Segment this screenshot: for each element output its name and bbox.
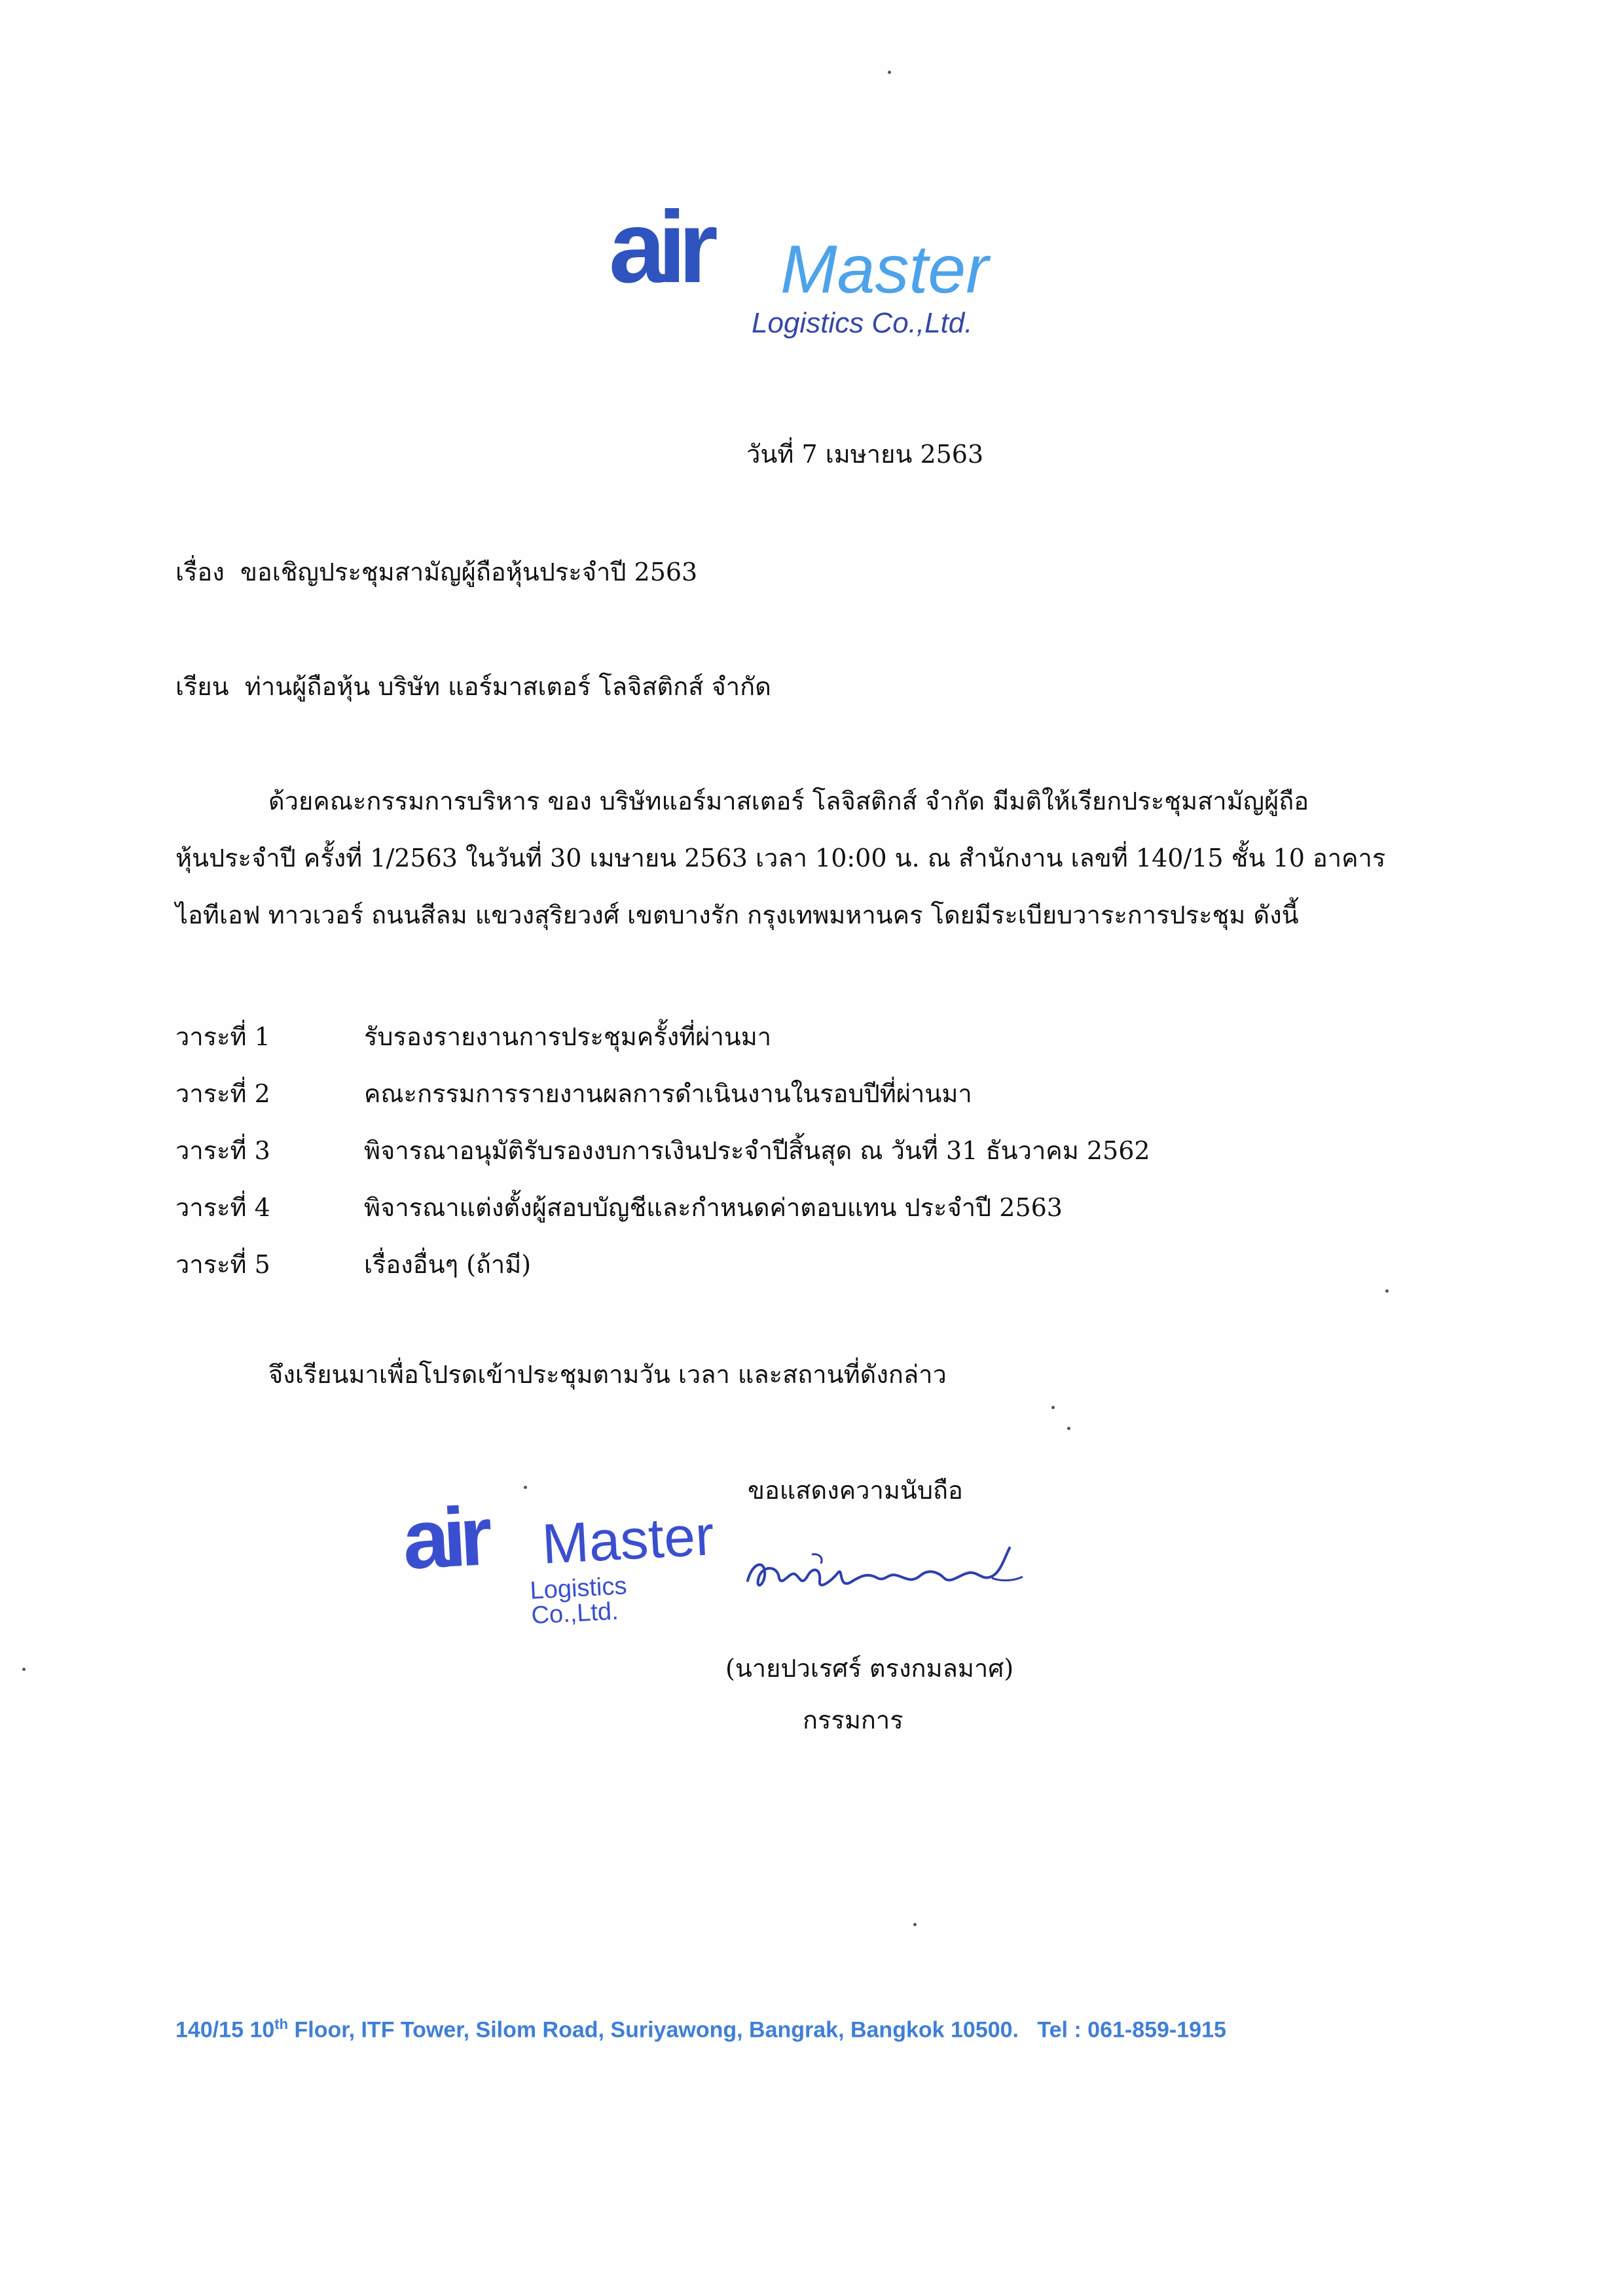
recipient-text: ท่านผู้ถือหุ้น บริษัท แอร์มาสเตอร์ โลจิสติกส์ จำกัด xyxy=(244,672,771,701)
footer-address-pre: 140/15 10 xyxy=(175,2017,275,2043)
scan-speck xyxy=(22,1668,26,1671)
scan-speck xyxy=(1067,1427,1070,1430)
company-stamp xyxy=(401,1482,715,1629)
subject-text: ขอเชิญประชุมสามัญผู้ถือหุ้นประจำปี 2563 xyxy=(240,558,698,586)
agenda-item: พิจารณาแต่งตั้งผู้สอบบัญชีและกำหนดค่าตอบแทน ประจำปี 2563 xyxy=(364,1193,1063,1222)
logo-mark: air xyxy=(609,190,710,304)
footer-address xyxy=(175,2016,1226,2043)
subject-label: เรื่อง xyxy=(175,558,225,586)
stamp-subtitle: Logistics Co.,Ltd. xyxy=(529,1572,628,1630)
agenda-number: วาระที่ 3 xyxy=(175,1136,270,1165)
body-line-3: ไอทีเอฟ ทาวเวอร์ ถนนสีลม แขวงสุริยวงศ์ เขตบางรัก กรุงเทพมหานคร โดยมีระเบียบวาระการประชุม ดังนี้ xyxy=(175,901,1299,929)
agenda-number: วาระที่ 4 xyxy=(175,1193,270,1222)
signature xyxy=(740,1535,1034,1607)
letter-date: วันที่ 7 เมษายน 2563 xyxy=(746,440,984,469)
subject-line xyxy=(175,558,697,588)
logo-subtitle: Logistics Co.,Ltd. xyxy=(752,307,973,339)
footer-tel: Tel : 061-859-1915 xyxy=(1037,2017,1226,2043)
scan-speck xyxy=(1051,1406,1055,1409)
scan-speck xyxy=(888,71,891,74)
company-logo xyxy=(609,190,989,353)
agenda-number: วาระที่ 5 xyxy=(175,1250,270,1279)
signatory-title: กรรมการ xyxy=(803,1706,903,1734)
recipient-label: เรียน xyxy=(175,672,229,701)
closing-line: จึงเรียนมาเพื่อโปรดเข้าประชุมตามวัน เวลา และสถานที่ดังกล่าว xyxy=(268,1360,947,1389)
stamp-mark: air xyxy=(400,1489,488,1587)
agenda-item: พิจารณาอนุมัติรับรองงบการเงินประจำปีสิ้นสุด ณ วันที่ 31 ธันวาคม 2562 xyxy=(364,1136,1150,1165)
agenda-item: คณะกรรมการรายงานผลการดำเนินงานในรอบปีที่ผ่านมา xyxy=(364,1079,972,1108)
scan-speck xyxy=(1385,1289,1389,1293)
agenda-number: วาระที่ 1 xyxy=(175,1022,270,1051)
agenda-number: วาระที่ 2 xyxy=(175,1079,270,1108)
agenda-item: รับรองรายงานการประชุมครั้งที่ผ่านมา xyxy=(364,1022,772,1051)
footer-address-post: Floor, ITF Tower, Silom Road, Suriyawong, Bangrak, Bangkok 10500. xyxy=(288,2017,1019,2043)
scan-speck xyxy=(524,1486,527,1489)
footer-address-sup: th xyxy=(274,2016,289,2032)
scan-speck xyxy=(913,1923,917,1926)
recipient-line xyxy=(175,672,771,702)
signatory-name: (นายปวเรศร์ ตรงกมลมาศ) xyxy=(725,1654,1014,1683)
body-line-1: ด้วยคณะกรรมการบริหาร ของ บริษัทแอร์มาสเตอร์ โลจิสติกส์ จำกัด มีมติให้เรียกประชุมสามัญผู้ถือ xyxy=(268,787,1309,816)
signoff: ขอแสดงความนับถือ xyxy=(748,1476,963,1505)
agenda-item: เรื่องอื่นๆ (ถ้ามี) xyxy=(364,1250,532,1279)
stamp-wordmark: Master xyxy=(540,1504,716,1576)
body-line-2: หุ้นประจำปี ครั้งที่ 1/2563 ในวันที่ 30 เมษายน 2563 เวลา 10:00 น. ณ สำนักงาน เลขที่ 140/15 ชั้น 10 อาคาร xyxy=(175,844,1386,872)
logo-wordmark: Master xyxy=(780,232,989,308)
